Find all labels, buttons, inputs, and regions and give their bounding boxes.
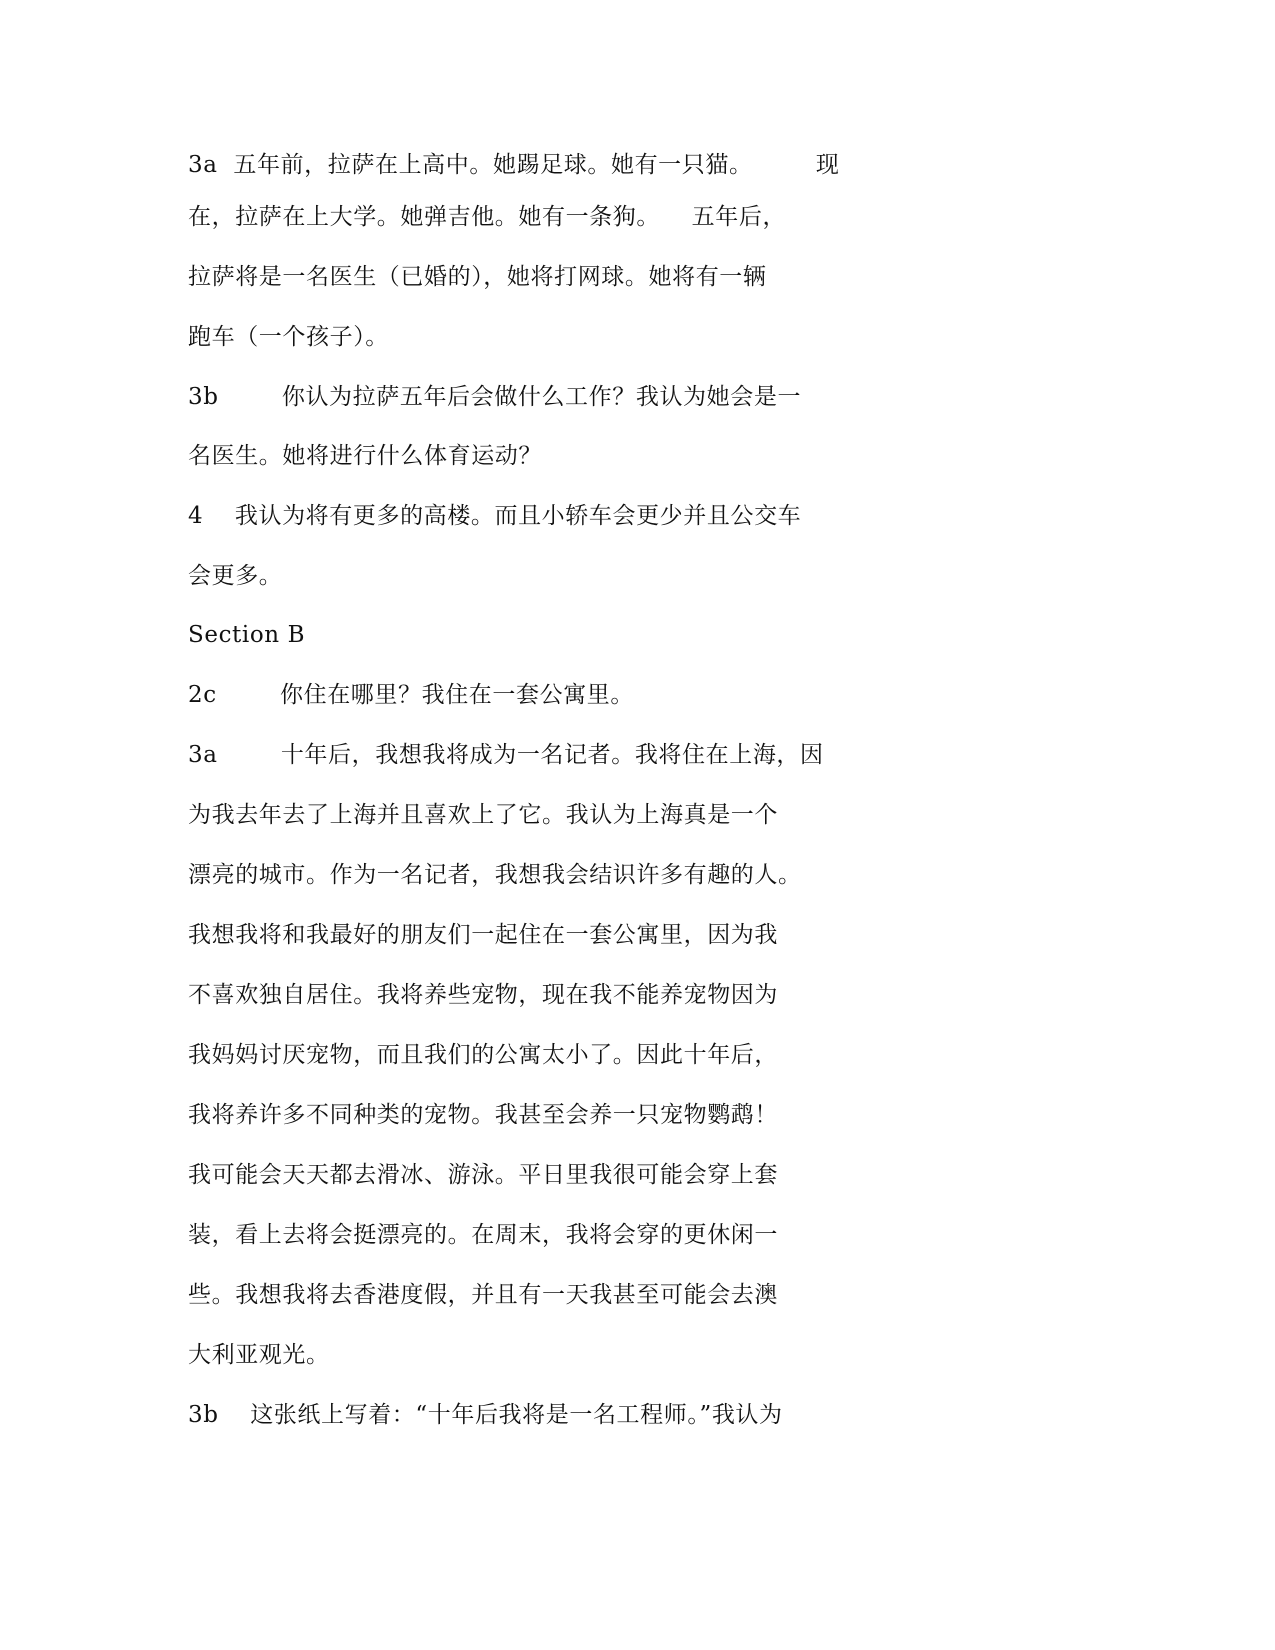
text-line: 不喜欢独自居住。我将养些宠物，现在我不能养宠物因为: [188, 982, 778, 1008]
text-line: 漂亮的城市。作为一名记者，我想我会结识许多有趣的人。: [188, 862, 802, 888]
text-line: 我想我将和我最好的朋友们一起住在一套公寓里，因为我: [188, 922, 778, 948]
text-line: 为我去年去了上海并且喜欢上了它。我认为上海真是一个: [188, 802, 778, 828]
text-line: 大利亚观光。: [188, 1342, 330, 1368]
text-line: 3b 你认为拉萨五年后会做什么工作？我认为她会是一: [188, 384, 802, 410]
text-line: 装，看上去将会挺漂亮的。在周末，我将会穿的更休闲一: [188, 1222, 778, 1248]
text-line: 3a 五年前，拉萨在上高中。她踢足球。她有一只猫。 现: [188, 152, 840, 178]
text-line: 跑车（一个孩子）。: [188, 324, 389, 350]
text-line: 拉萨将是一名医生（已婚的），她将打网球。她将有一辆: [188, 264, 767, 290]
section-heading: Section B: [188, 622, 306, 648]
text-line: 2c 你住在哪里？我住在一套公寓里。: [188, 682, 635, 708]
text-line: 些。我想我将去香港度假，并且有一天我甚至可能会去澳: [188, 1282, 778, 1308]
text-line: 我将养许多不同种类的宠物。我甚至会养一只宠物鹦鹉！: [188, 1102, 778, 1128]
text-line: 我妈妈讨厌宠物，而且我们的公寓太小了。因此十年后，: [188, 1042, 778, 1068]
text-line: 3a 十年后，我想我将成为一名记者。我将住在上海，因: [188, 742, 824, 768]
text-line: 名医生。她将进行什么体育运动？: [188, 443, 542, 469]
text-line: 3b 这张纸上写着：“十年后我将是一名工程师。”我认为: [188, 1402, 783, 1428]
text-line: 会更多。: [188, 563, 283, 589]
text-line: 我可能会天天都去滑冰、游泳。平日里我很可能会穿上套: [188, 1162, 778, 1188]
text-line: 在，拉萨在上大学。她弹吉他。她有一条狗。 五年后，: [188, 204, 787, 230]
text-line: 4 我认为将有更多的高楼。而且小轿车会更少并且公交车: [188, 503, 802, 529]
